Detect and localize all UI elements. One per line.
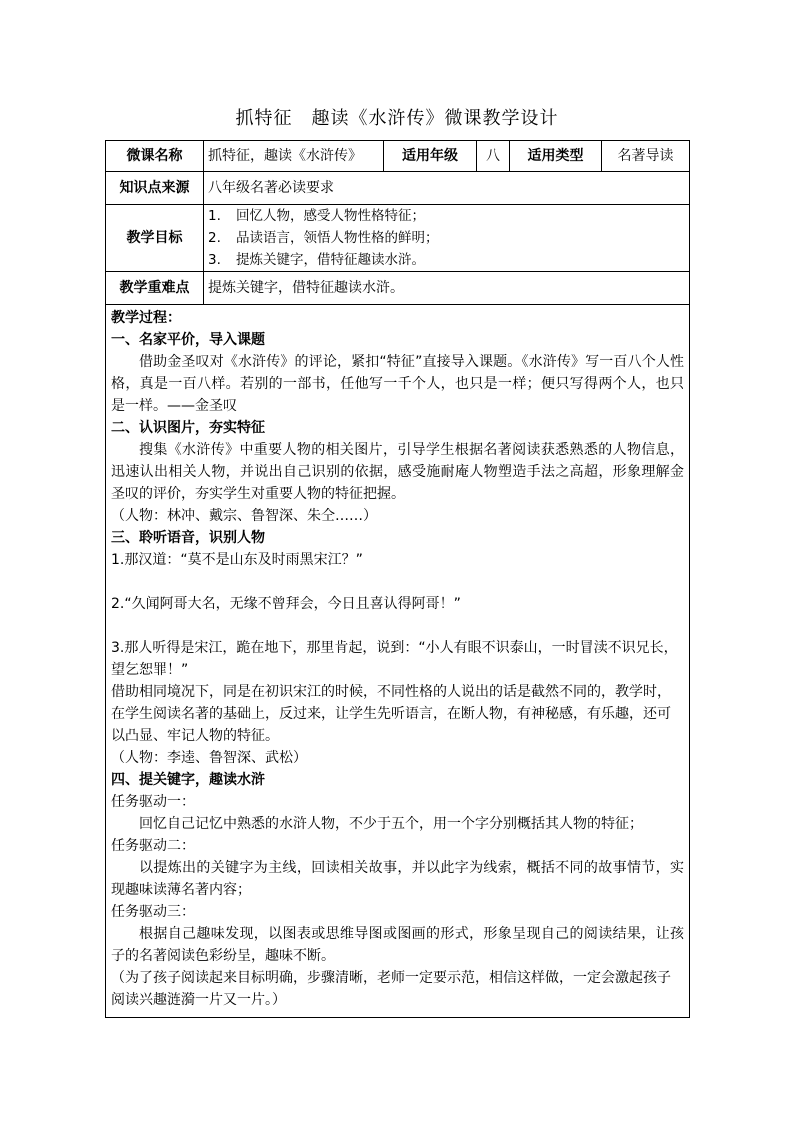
goal-text: 回忆人物，感受人物性格特征；: [236, 208, 425, 224]
task-text: 以提炼出的关键字为主线，回读相关故事，并以此字为线索，概括不同的故事情节，实现趣味读薄名著内容；: [111, 860, 684, 898]
quote-item: 1.那汉道：“莫不是山东及时雨黑宋江？”: [111, 552, 363, 568]
grade-value: 八: [477, 141, 510, 172]
source-label: 知识点来源: [106, 172, 204, 205]
section-heading: 三、聆听语音，识别人物: [111, 530, 265, 546]
course-name-label: 微课名称: [106, 141, 204, 172]
quote-item: 3.那人听得是宋江，跪在地下，那里肯起，说到：“小人有眼不识泰山，一时冒渎不识兄长，望乞恕罪！”: [111, 640, 678, 678]
spacer: [111, 615, 684, 637]
key-points-value: 提炼关键字，借特征趣读水浒。: [204, 272, 690, 305]
task-text: 回忆自己记忆中熟悉的水浒人物，不少于五个，用一个字分别概括其人物的特征；: [139, 816, 643, 832]
task-label: 任务驱动二：: [111, 838, 195, 854]
section-heading: 一、名家平价，导入课题: [111, 332, 265, 348]
goal-text: 品读语言，领悟人物性格的鲜明；: [236, 230, 439, 246]
goal-number: 2.: [208, 230, 221, 246]
lesson-design-table: [105, 140, 690, 1018]
grade-label: 适用年级: [384, 141, 477, 172]
type-label: 适用类型: [510, 141, 602, 172]
task-text: 根据自己趣味发现，以图表或思维导图或图画的形式，形象呈现自己的阅读结果，让孩子的名著阅读色彩纷呈，趣味不断。: [111, 926, 684, 964]
process-title: 教学过程：: [111, 310, 181, 326]
row-goals: [106, 205, 690, 272]
task-label: 任务驱动三：: [111, 904, 195, 920]
row-course-info: [106, 141, 690, 172]
goal-number: 3.: [208, 252, 221, 268]
document-title: 抓特征 趣读《水浒传》微课教学设计: [235, 108, 559, 129]
task-label: 任务驱动一：: [111, 794, 195, 810]
goals-label: 教学目标: [106, 205, 204, 272]
closing-note: （为了孩子阅读起来目标明确，步骤清晰，老师一定要示范，相信这样做，一定会激起孩子阅读兴趣涟漪一片又一片。）: [111, 970, 671, 1008]
quote-item: 2.“久闻阿哥大名，无缘不曾拜会，今日且喜认得阿哥！”: [111, 596, 461, 612]
spacer: [111, 571, 684, 593]
type-value: 名著导读: [602, 141, 690, 172]
process-cell: [106, 305, 690, 1018]
goals-list: [204, 205, 690, 272]
section-note: （人物：李逵、鲁智深、武松）: [111, 750, 307, 766]
section-heading: 四、提关键字，趣读水浒: [111, 772, 265, 788]
row-source: [106, 172, 690, 205]
section-note: （人物：林冲、戴宗、鲁智深、朱仝……）: [111, 508, 377, 524]
row-key-points: [106, 272, 690, 305]
row-process: [106, 305, 690, 1018]
section-paragraph: 搜集《水浒传》中重要人物的相关图片，引导学生根据名著阅读获悉熟悉的人物信息，迅速认出相关人物，并说出自己识别的依据，感受施耐庵人物塑造手法之高超，形象理解金圣叹的评价，夯实学生对重要人物的特征把握。: [111, 442, 684, 502]
goal-item: [208, 205, 685, 227]
goal-item: [208, 249, 685, 271]
source-value: 八年级名著必读要求: [204, 172, 690, 205]
course-name-value: 抓特征，趣读《水浒传》: [204, 141, 384, 172]
key-points-label: 教学重难点: [106, 272, 204, 305]
section-paragraph: 借助相同境况下，同是在初识宋江的时候，不同性格的人说出的话是截然不同的，教学时，在学生阅读名著的基础上，反过来，让学生先听语言，在断人物，有神秘感，有乐趣，还可以凸显、牢记人物的特征。: [111, 684, 671, 744]
section-heading: 二、认识图片，夯实特征: [111, 420, 265, 436]
goal-item: [208, 227, 685, 249]
goal-text: 提炼关键字，借特征趣读水浒。: [236, 252, 425, 268]
section-paragraph: 借助金圣叹对《水浒传》的评论，紧扣“特征”直接导入课题。《水浒传》写一百八个人性格，真是一百八样。若别的一部书，任他写一千个人，也只是一样；便只写得两个人，也只是一样。——金圣叹: [111, 354, 684, 414]
goal-number: 1.: [208, 208, 221, 224]
